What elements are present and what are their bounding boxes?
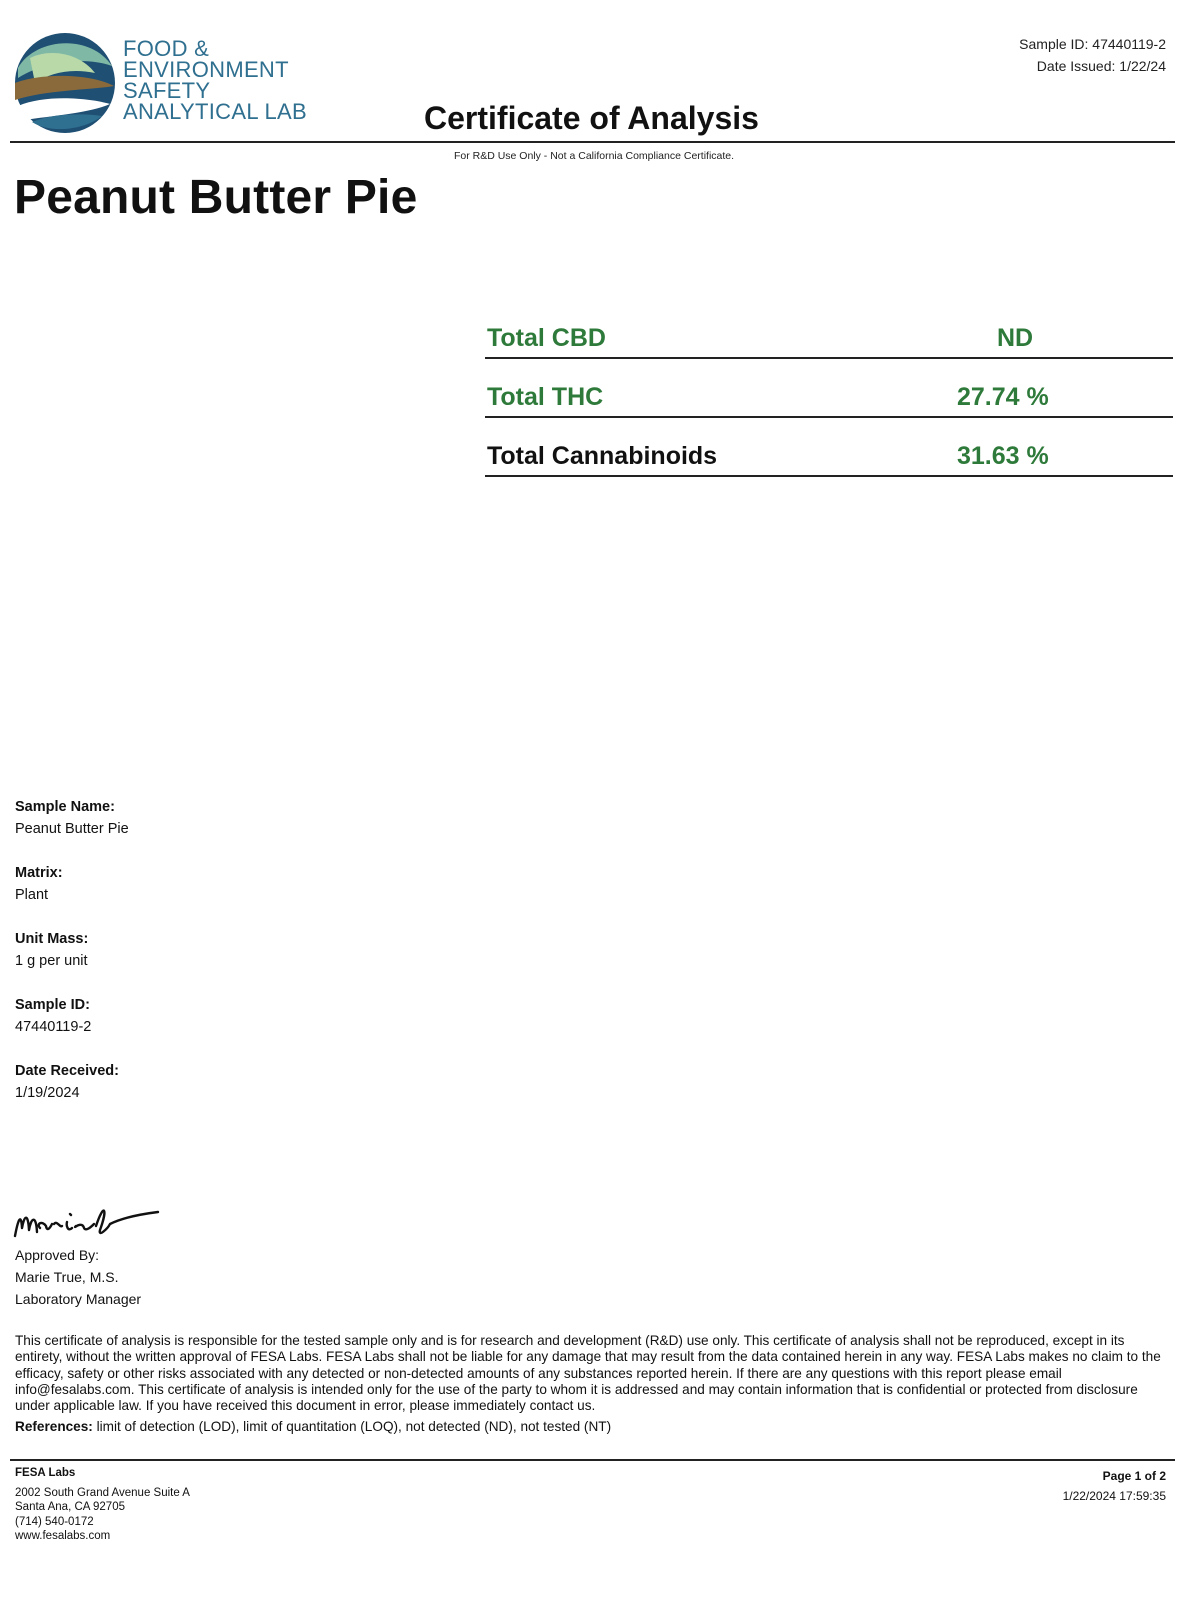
footer-page-info [1063, 1466, 1166, 1506]
summary-label: Total CBD [487, 324, 606, 352]
summary-row-total-cannabinoids [485, 418, 1173, 477]
references-text: limit of detection (LOD), limit of quantitation (LOQ), not detected (ND), not tested (NT) [92, 1419, 612, 1434]
potency-summary [485, 300, 1173, 477]
footer-phone: (714) 540-0172 [15, 1515, 94, 1528]
header-divider [10, 141, 1175, 143]
sample-info [15, 796, 415, 1126]
footer-address [15, 1466, 190, 1544]
info-sample-id: Sample ID: 47440119-2 [15, 997, 92, 1035]
approver-role: Laboratory Manager [15, 1291, 142, 1307]
document-title: Certificate of Analysis [424, 100, 759, 136]
lab-logo-text: FOOD & ENVIRONMENT SAFETY ANALYTICAL LAB [123, 36, 307, 124]
disclaimer-text: This certificate of analysis is responsible for the tested sample only and is for research and development (R&D) use only. This certificate of analysis shall not be reproduced, except in its entirety, without the written approval of FESA Labs. FESA Labs shall not be liable for any damage that may result from the data contained herein in any way. FESA Labs makes no claim to the efficacy, safety or other risks associated with any detected or non-detected amounts of any substances reported herein. If there are any questions with this report please email info@fesalabs.com. This certificate of analysis is intended only for the use of the party to whom it is addressed and may contain information that is confidential or protected from disclosure under applicable law. If you have received this document in error, please immediately contact us. [15, 1333, 1161, 1414]
page-number: Page 1 of 2 [1102, 1469, 1166, 1483]
handwritten-signature [12, 1198, 162, 1248]
summary-value: 27.74 % [957, 383, 1049, 411]
summary-label: Total Cannabinoids [487, 442, 718, 470]
footer-divider [10, 1459, 1175, 1461]
summary-value: ND [997, 324, 1034, 352]
footer-address-line: 2002 South Grand Avenue Suite A [15, 1486, 190, 1499]
references-label: References: [15, 1419, 93, 1434]
header-sample-id: Sample ID: 47440119-2 [1019, 36, 1166, 52]
info-sample-name: Sample Name: Peanut Butter Pie [15, 799, 129, 837]
summary-row-total-thc [485, 359, 1173, 418]
generated-timestamp: 1/22/2024 17:59:35 [1062, 1489, 1166, 1503]
approver-name: Marie True, M.S. [15, 1269, 119, 1285]
header-date-issued: Date Issued: 1/22/24 [1036, 58, 1166, 74]
signature [12, 1198, 162, 1248]
footer-company: FESA Labs [15, 1467, 76, 1479]
info-unit-mass: Unit Mass: 1 g per unit [15, 931, 89, 969]
compliance-note: For R&D Use Only - Not a California Compliance Certificate. [453, 150, 735, 162]
info-matrix: Matrix: Plant [15, 865, 63, 903]
footer-website-link[interactable]: www.fesalabs.com [15, 1530, 111, 1542]
summary-label: Total THC [487, 383, 604, 411]
footer-address-line: Santa Ana, CA 92705 [15, 1501, 125, 1513]
lab-logo-mark-icon [10, 28, 120, 138]
summary-row-total-cbd [485, 300, 1173, 359]
references-line [15, 1419, 611, 1434]
approved-by-label: Approved By: [15, 1247, 100, 1263]
info-date-received: Date Received: 1/19/2024 [15, 1063, 119, 1101]
header-meta [1019, 33, 1166, 77]
approval-block [15, 1244, 141, 1310]
summary-value: 31.63 % [957, 442, 1049, 470]
product-title: Peanut Butter Pie [14, 171, 418, 224]
lab-logo [10, 28, 310, 138]
